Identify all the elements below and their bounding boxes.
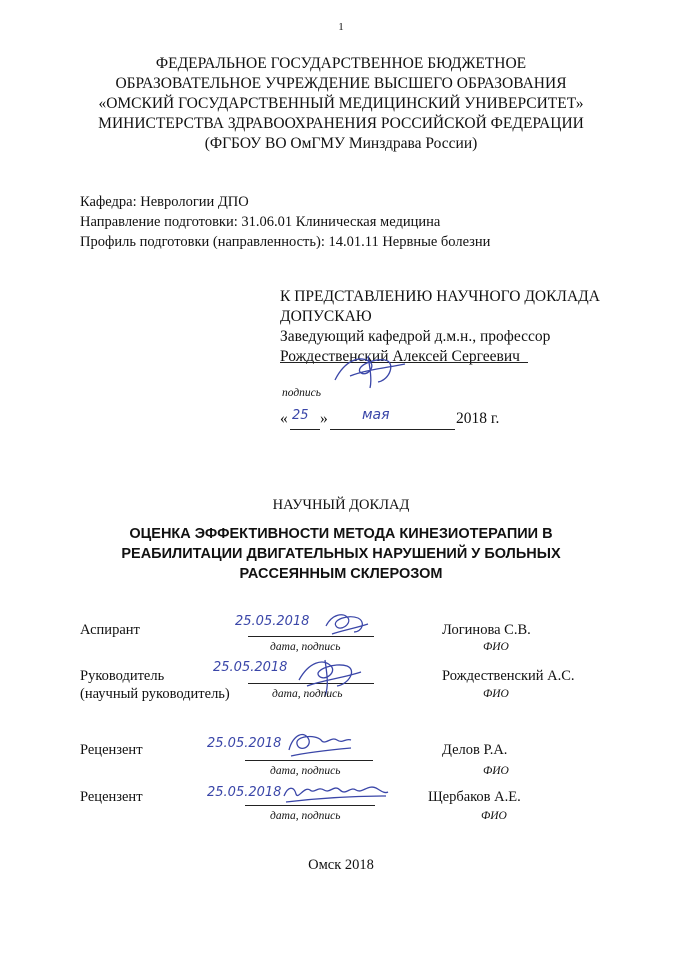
signatory-signature: [285, 726, 355, 762]
institution-line: МИНИСТЕРСТВА ЗДРАВООХРАНЕНИЯ РОССИЙСКОЙ ФЕДЕРАЦИИ: [98, 115, 584, 132]
approval-line: ДОПУСКАЮ: [280, 308, 372, 325]
approver-signature: [330, 350, 410, 390]
signature-caption: подпись: [282, 387, 322, 399]
fio-caption: ФИО: [483, 688, 509, 700]
profile: Профиль подготовки (направленность): 14.01.11 Нервные болезни: [80, 234, 491, 250]
fio-caption: ФИО: [481, 810, 507, 822]
fio-caption: ФИО: [483, 641, 509, 653]
institution-line: ФЕДЕРАЛЬНОЕ ГОСУДАРСТВЕННОЕ БЮДЖЕТНОЕ: [155, 55, 527, 72]
signatory-role: Аспирант: [80, 622, 140, 638]
date-close-quote: »: [320, 410, 328, 427]
approval-date: [280, 410, 288, 428]
signatory-signature: [322, 608, 372, 638]
signatory-date: 25.05.2018: [213, 660, 288, 675]
footer-city-year: Омск 2018: [308, 857, 374, 873]
department: Кафедра: Неврологии ДПО: [80, 194, 249, 210]
page-number: 1: [338, 21, 344, 33]
approver-position: Заведующий кафедрой д.м.н., профессор: [280, 328, 551, 345]
signatory-date: 25.05.2018: [207, 736, 282, 751]
program-info: [80, 192, 490, 252]
date-month: мая: [362, 407, 390, 423]
document-type: НАУЧНЫЙ ДОКЛАД: [272, 497, 410, 513]
institution-line: «ОМСКИЙ ГОСУДАРСТВЕННЫЙ МЕДИЦИНСКИЙ УНИВЕРСИТЕТ»: [98, 95, 584, 112]
title-line: РАССЕЯННЫМ СКЛЕРОЗОМ: [239, 566, 443, 582]
signatory-role: Рецензент: [80, 742, 143, 758]
date-year: 2018 г.: [456, 410, 500, 427]
signatory-name: Рождественский А.С.: [442, 668, 575, 684]
fio-caption: ФИО: [483, 765, 509, 777]
signatory-date: 25.05.2018: [207, 785, 282, 800]
signatory-date: 25.05.2018: [235, 614, 310, 629]
signature-caption: дата, подпись: [270, 810, 341, 822]
signatory-signature: [280, 778, 390, 808]
signature-caption: дата, подпись: [270, 765, 341, 777]
signatory-role: Руководитель: [80, 668, 165, 684]
title-line: ОЦЕНКА ЭФФЕКТИВНОСТИ МЕТОДА КИНЕЗИОТЕРАПИИ В: [129, 526, 553, 542]
date-day: 25: [292, 408, 309, 423]
institution-line: ОБРАЗОВАТЕЛЬНОЕ УЧРЕЖДЕНИЕ ВЫСШЕГО ОБРАЗОВАНИЯ: [115, 75, 567, 92]
signature-caption: дата, подпись: [270, 641, 341, 653]
signatory-name: Щербаков А.Е.: [428, 789, 521, 805]
signatory-role: Рецензент: [80, 789, 143, 805]
date-open-quote: «: [280, 410, 288, 427]
title-line: РЕАБИЛИТАЦИИ ДВИГАТЕЛЬНЫХ НАРУШЕНИЙ У БОЛЬНЫХ: [121, 546, 561, 562]
approver-name: Рождественский Алексей Сергеевич: [280, 348, 520, 365]
approval-line: К ПРЕДСТАВЛЕНИЮ НАУЧНОГО ДОКЛАДА: [280, 288, 600, 305]
signatory-role-note: (научный руководитель): [80, 686, 230, 702]
date-day-line: [290, 429, 320, 430]
date-month-line: [330, 429, 455, 430]
institution-header: [0, 54, 682, 154]
signatory-name: Логинова С.В.: [442, 622, 531, 638]
signatory-name: Делов Р.А.: [442, 742, 508, 758]
direction: Направление подготовки: 31.06.01 Клиническая медицина: [80, 214, 441, 230]
institution-line: (ФГБОУ ВО ОмГМУ Минздрава России): [204, 135, 478, 152]
document-title: [60, 524, 622, 584]
signature-caption: дата, подпись: [272, 688, 343, 700]
